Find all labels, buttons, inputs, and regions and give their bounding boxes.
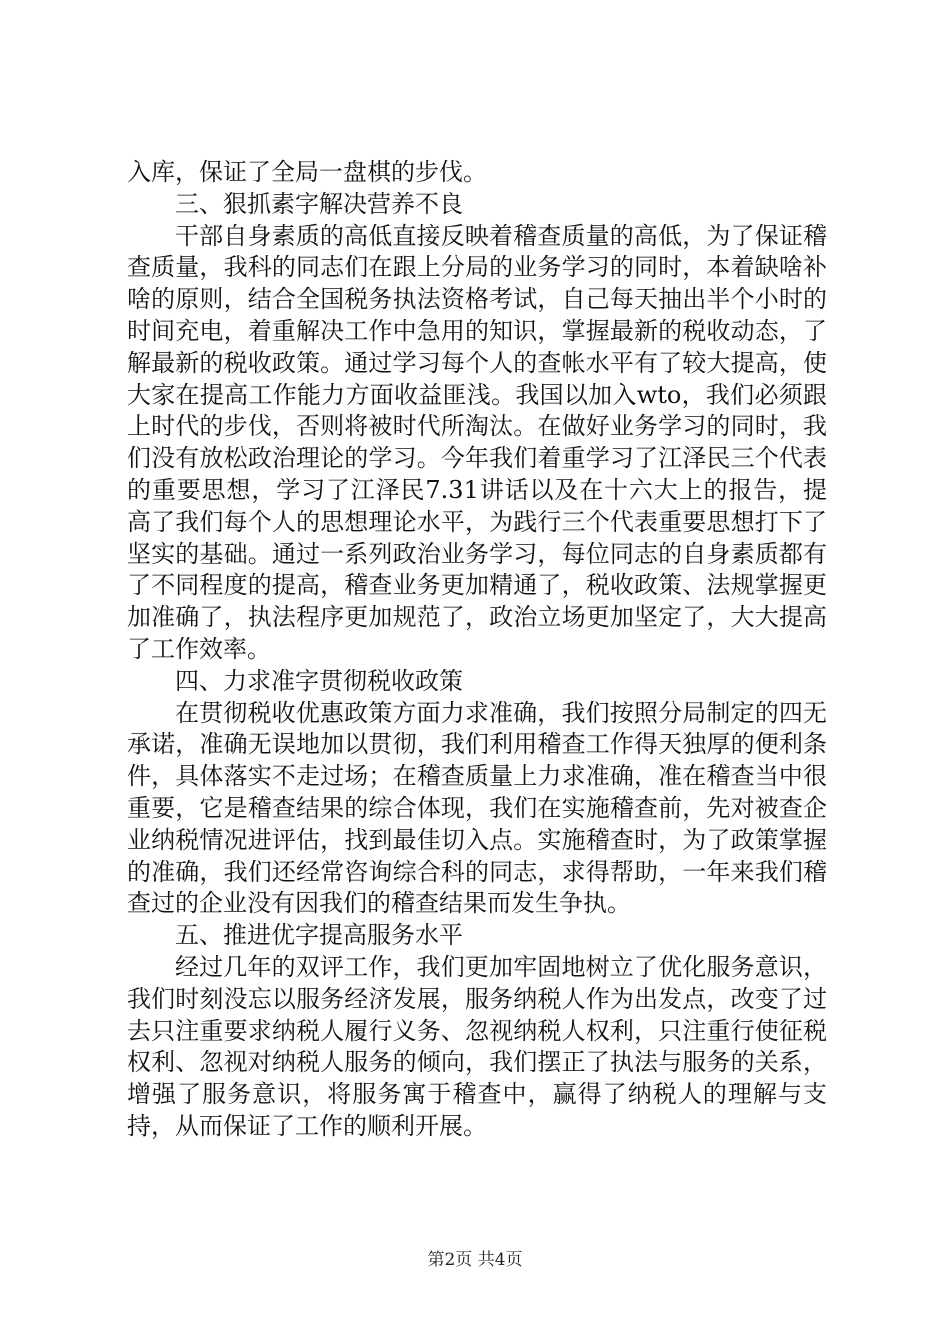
paragraph-continuation: 入库，保证了全局一盘棋的步伐。 bbox=[127, 158, 487, 186]
paragraph-section-5: 经过几年的双评工作，我们更加牢固地树立了优化服务意识，我们时刻没忘以服务经济发展，服务纳税人作为出发点，改变了过去只注重要求纳税人履行义务、忽视纳税人权利，只注重行使征税权利、忽视对纳税人服务的倾向，我们摆正了执法与服务的关系，增强了服务意识，将服务寓于稽查中，赢得了纳税人的理解与支持，从而保证了工作的顺利开展。 bbox=[127, 952, 827, 1140]
section-heading-5: 五、推进优字提高服务水平 bbox=[175, 921, 463, 950]
section-heading-3: 三、狠抓素字解决营养不良 bbox=[175, 189, 463, 218]
paragraph-section-3: 干部自身素质的高低直接反映着稽查质量的高低，为了保证稽查质量，我科的同志们在跟上分局的业务学习的同时，本着缺啥补啥的原则，结合全国税务执法资格考试，自己每天抽出半个小时的时间充电，着重解决工作中急用的知识，掌握最新的税收动态，了解最新的税收政策。通过学习每个人的查帐水平有了较大提高，使大家在提高工作能力方面收益匪浅。我国以加入wto，我们必须跟上时代的步伐，否则将被时代所淘汰。在做好业务学习的同时，我们没有放松政治理论的学习。今年我们着重学习了江泽民三个代表的重要思想，学习了江泽民7.31讲话以及在十六大上的报告，提高了我们每个人的思想理论水平，为践行三个代表重要思想打下了坚实的基础。通过一系列政治业务学习，每位同志的自身素质都有了不同程度的提高，稽查业务更加精通了，税收政策、法规掌握更加准确了，执法程序更加规范了，政治立场更加坚定了，大大提高了工作效率。 bbox=[127, 221, 827, 663]
paragraph-section-4: 在贯彻税收优惠政策方面力求准确，我们按照分局制定的四无承诺，准确无误地加以贯彻，我们利用稽查工作得天独厚的便利条件，具体落实不走过场；在稽查质量上力求准确，准在稽查当中很重要，它是稽查结果的综合体现，我们在实施稽查前，先对被查企业纳税情况进评估，找到最佳切入点。实施稽查时，为了政策掌握的准确，我们还经常咨询综合科的同志，求得帮助，一年来我们稽查过的企业没有因我们的稽查结果而发生争执。 bbox=[127, 698, 827, 918]
page-footer bbox=[0, 1245, 950, 1270]
page-number: 第2页 共4页 bbox=[427, 1250, 523, 1270]
section-heading-4: 四、力求准字贯彻税收政策 bbox=[175, 666, 463, 695]
document-body bbox=[127, 157, 827, 1143]
